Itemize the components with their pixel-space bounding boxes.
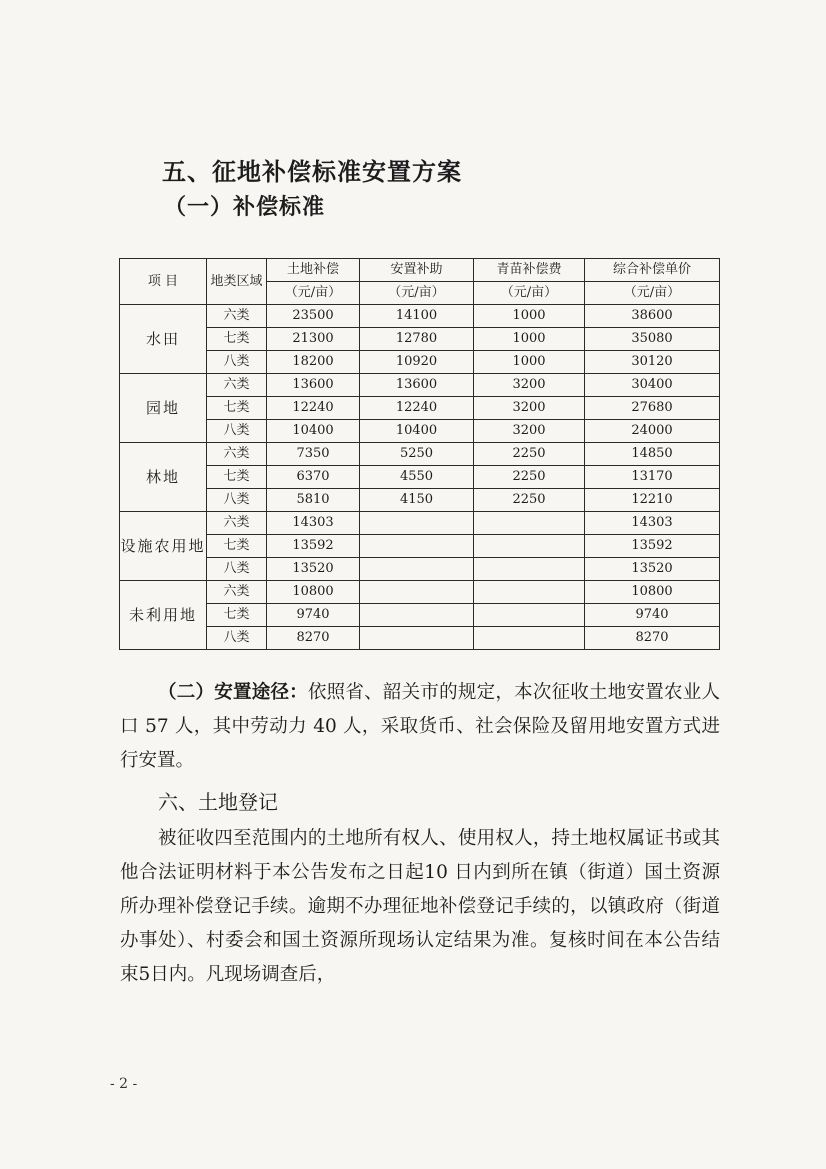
class-cell: 六类 [207,374,267,397]
land-compensation-cell: 10800 [267,581,360,604]
land-compensation-cell: 6370 [267,466,360,489]
resettlement-subsidy-cell [360,627,474,650]
resettlement-subsidy-cell: 13600 [360,374,474,397]
crop-compensation-cell [474,535,585,558]
section-title: 五、征地补偿标准安置方案 [162,158,462,186]
resettlement-label: （二）安置途径： [158,682,308,703]
land-compensation-cell: 12240 [267,397,360,420]
class-cell: 八类 [207,627,267,650]
total-price-cell: 30400 [585,374,720,397]
crop-compensation-cell: 2250 [474,466,585,489]
resettlement-subsidy-cell: 5250 [360,443,474,466]
class-cell: 七类 [207,328,267,351]
total-price-cell: 35080 [585,328,720,351]
crop-compensation-cell: 3200 [474,420,585,443]
registration-paragraph [120,822,720,992]
resettlement-text: 依照省、韶关市的规定，本次征收土地安置农业人口 57 人，其中劳动力 40 人，采取货币、社会保险及留用地安置方式进行安置。 [120,682,720,771]
class-cell: 八类 [207,351,267,374]
table-row [120,581,720,604]
total-price-cell: 27680 [585,397,720,420]
resettlement-subsidy-cell [360,604,474,627]
table-row [120,420,720,443]
crop-compensation-cell: 1000 [474,328,585,351]
land-compensation-cell: 9740 [267,604,360,627]
class-cell: 八类 [207,558,267,581]
header-land: 土地补偿 [267,259,360,282]
resettlement-subsidy-cell: 10400 [360,420,474,443]
unit-total: （元/亩） [585,282,720,305]
table-row [120,627,720,650]
compensation-table-body [120,259,720,650]
table-row [120,374,720,397]
land-compensation-cell: 7350 [267,443,360,466]
land-compensation-cell: 5810 [267,489,360,512]
class-cell: 六类 [207,305,267,328]
total-price-cell: 24000 [585,420,720,443]
table-row [120,305,720,328]
land-type-cell: 园地 [120,374,207,443]
class-cell: 六类 [207,443,267,466]
table-row [120,466,720,489]
land-compensation-cell: 13520 [267,558,360,581]
header-item: 项 目 [120,259,207,305]
crop-compensation-cell: 2250 [474,443,585,466]
land-compensation-cell: 14303 [267,512,360,535]
total-price-cell: 14850 [585,443,720,466]
land-type-cell: 未利用地 [120,581,207,650]
total-price-cell: 10800 [585,581,720,604]
resettlement-subsidy-cell [360,558,474,581]
resettlement-paragraph [120,676,720,778]
class-cell: 七类 [207,604,267,627]
resettlement-subsidy-cell: 10920 [360,351,474,374]
total-price-cell: 12210 [585,489,720,512]
total-price-cell: 38600 [585,305,720,328]
resettlement-subsidy-cell: 12780 [360,328,474,351]
section-subtitle: （一）补偿标准 [164,195,326,220]
land-type-cell: 水田 [120,305,207,374]
header-total: 综合补偿单价 [585,259,720,282]
header-resettle: 安置补助 [360,259,474,282]
land-compensation-cell: 23500 [267,305,360,328]
land-compensation-cell: 13592 [267,535,360,558]
land-compensation-cell: 8270 [267,627,360,650]
table-row [120,328,720,351]
page-number: - 2 - [110,1076,138,1092]
crop-compensation-cell: 1000 [474,351,585,374]
crop-compensation-cell: 3200 [474,397,585,420]
total-price-cell: 13520 [585,558,720,581]
land-type-cell: 林地 [120,443,207,512]
table-row [120,351,720,374]
total-price-cell: 30120 [585,351,720,374]
class-cell: 七类 [207,535,267,558]
compensation-table [119,258,720,650]
table-row [120,512,720,535]
resettlement-subsidy-cell: 14100 [360,305,474,328]
header-crop: 青苗补偿费 [474,259,585,282]
table-row [120,535,720,558]
resettlement-subsidy-cell [360,581,474,604]
land-compensation-cell: 21300 [267,328,360,351]
crop-compensation-cell: 1000 [474,305,585,328]
land-type-cell: 设施农用地 [120,512,207,581]
unit-land: （元/亩） [267,282,360,305]
class-cell: 八类 [207,489,267,512]
total-price-cell: 9740 [585,604,720,627]
land-compensation-cell: 18200 [267,351,360,374]
class-cell: 八类 [207,420,267,443]
crop-compensation-cell [474,581,585,604]
class-cell: 六类 [207,512,267,535]
total-price-cell: 8270 [585,627,720,650]
resettlement-subsidy-cell: 4550 [360,466,474,489]
total-price-cell: 13170 [585,466,720,489]
class-cell: 六类 [207,581,267,604]
crop-compensation-cell [474,512,585,535]
total-price-cell: 14303 [585,512,720,535]
class-cell: 七类 [207,466,267,489]
table-row [120,397,720,420]
resettlement-subsidy-cell: 12240 [360,397,474,420]
registration-heading: 六、土地登记 [158,790,278,814]
registration-text: 被征收四至范围内的土地所有权人、使用权人，持土地权属证书或其他合法证明材料于本公告发布之日起10 日内到所在镇（街道）国土资源所办理补偿登记手续。逾期不办理征地补偿登记手续的，以镇政府（街道办事处）、村委会和国土资源所现场认定结果为准。复核时间在本公告结束5日内。凡现场调查后， [120,828,720,985]
table-row [120,443,720,466]
crop-compensation-cell [474,604,585,627]
class-cell: 七类 [207,397,267,420]
table-header-row [120,259,720,282]
crop-compensation-cell [474,627,585,650]
crop-compensation-cell [474,558,585,581]
crop-compensation-cell: 3200 [474,374,585,397]
table-row [120,558,720,581]
total-price-cell: 13592 [585,535,720,558]
header-region: 地类区域 [207,259,267,305]
resettlement-subsidy-cell [360,512,474,535]
land-compensation-cell: 10400 [267,420,360,443]
resettlement-subsidy-cell [360,535,474,558]
land-compensation-cell: 13600 [267,374,360,397]
crop-compensation-cell: 2250 [474,489,585,512]
unit-crop: （元/亩） [474,282,585,305]
table-row [120,604,720,627]
unit-resettle: （元/亩） [360,282,474,305]
table-row [120,489,720,512]
resettlement-subsidy-cell: 4150 [360,489,474,512]
